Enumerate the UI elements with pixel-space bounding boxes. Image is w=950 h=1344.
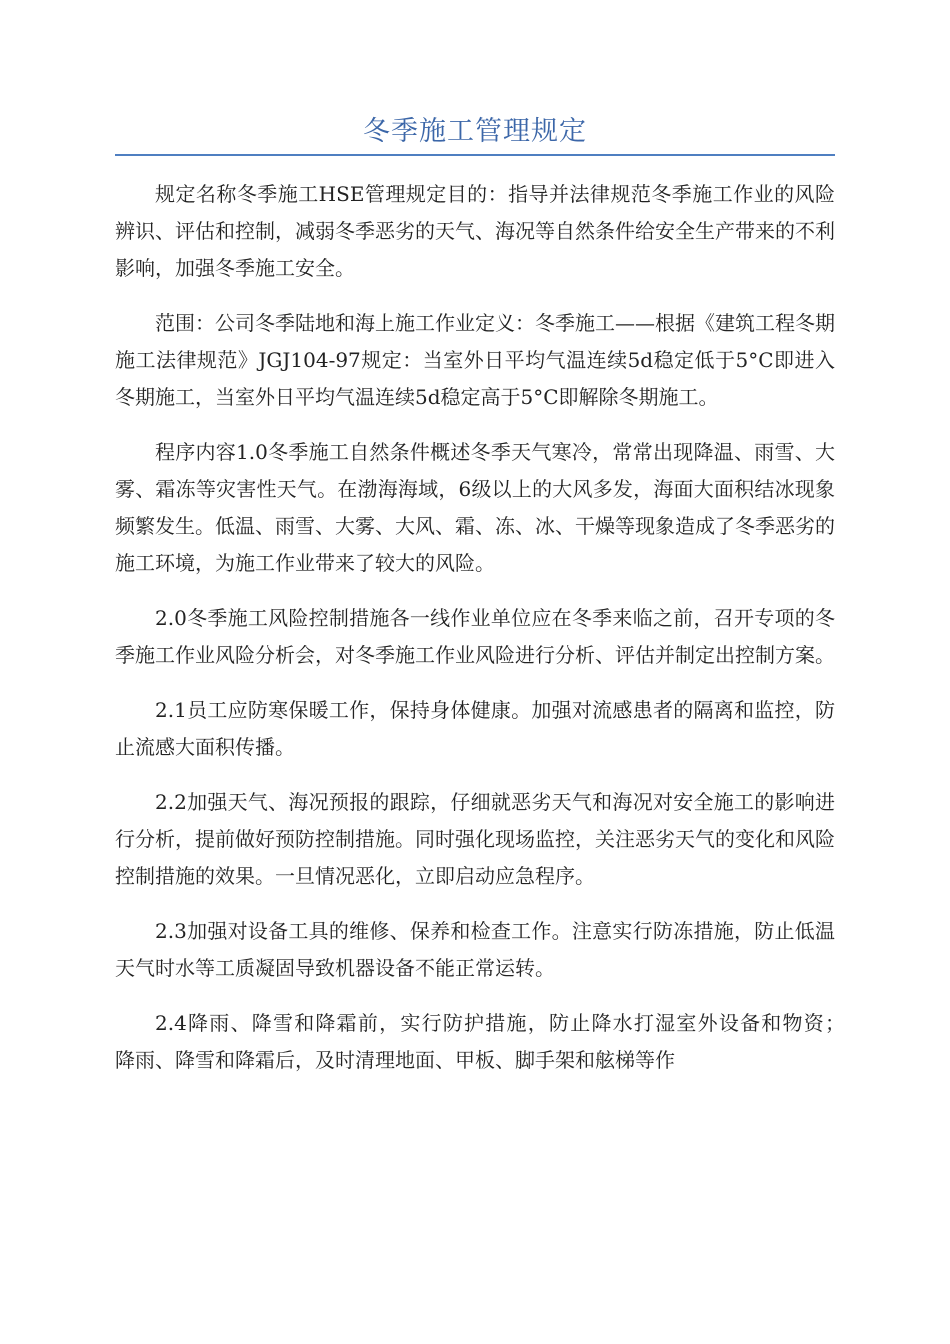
paragraph-purpose: 规定名称冬季施工HSE管理规定目的：指导并法律规范冬季施工作业的风险辨识、评估和控制，减弱冬季恶劣的天气、海况等自然条件给安全生产带来的不利影响，加强冬季施工安全。 (115, 182, 835, 280)
document-body (115, 176, 855, 1097)
paragraph-2-1: 2.1员工应防寒保暖工作，保持身体健康。加强对流感患者的隔离和监控，防止流感大面积传播。 (115, 698, 835, 759)
paragraph-1-0: 程序内容1.0冬季施工自然条件概述冬季天气寒冷，常常出现降温、雨雪、大雾、霜冻等灾害性天气。在渤海海域，6级以上的大风多发，海面大面积结冰现象频繁发生。低温、雨雪、大雾、大风、霜、冻、冰、干燥等现象造成了冬季恶劣的施工环境，为施工作业带来了较大的风险。 (115, 440, 835, 575)
paragraph-2-3: 2.3加强对设备工具的维修、保养和检查工作。注意实行防冻措施，防止低温天气时水等工质凝固导致机器设备不能正常运转。 (115, 919, 835, 980)
document-title: 冬季施工管理规定 (363, 116, 587, 147)
paragraph-2-0: 2.0冬季施工风险控制措施各一线作业单位应在冬季来临之前，召开专项的冬季施工作业风险分析会，对冬季施工作业风险进行分析、评估并制定出控制方案。 (115, 606, 835, 667)
paragraph-2-4: 2.4降雨、降雪和降霜前，实行防护措施，防止降水打湿室外设备和物资； 降雨、降雪和降霜后，及时清理地面、甲板、脚手架和舷梯等作 (115, 1011, 855, 1072)
paragraph-scope: 范围：公司冬季陆地和海上施工作业定义：冬季施工——根据《建筑工程冬期施工法律规范》JGJ104-97规定：当室外日平均气温连续5d稳定低于5°C即进入冬期施工，当室外日平均气温连续5d稳定高于5°C即解除冬期施工。 (115, 311, 835, 409)
paragraph-2-2: 2.2加强天气、海况预报的跟踪，仔细就恶劣天气和海况对安全施工的影响进行分析，提前做好预防控制措施。同时强化现场监控，关注恶劣天气的变化和风险控制措施的效果。一旦情况恶化，立即启动应急程序。 (115, 790, 835, 888)
title-underline (115, 154, 835, 156)
